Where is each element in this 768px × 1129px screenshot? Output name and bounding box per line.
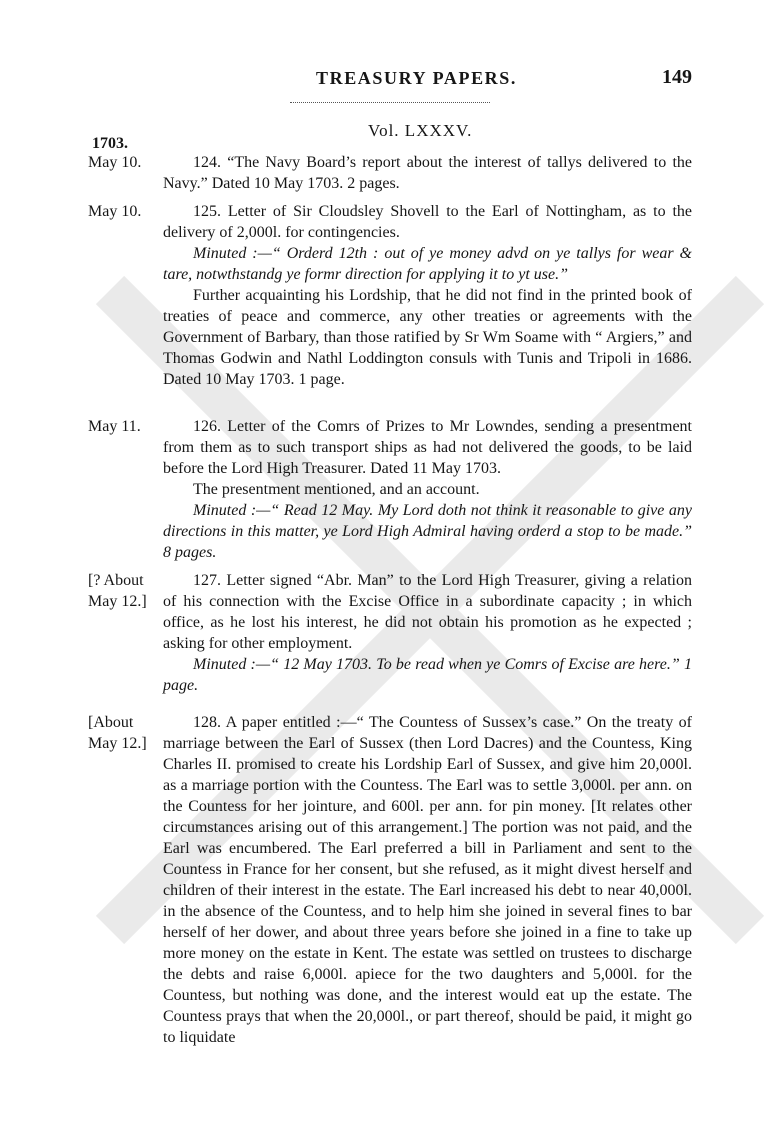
entry-paragraph: 128. A paper entitled :—“ The Countess of Sussex’s case.” On the treaty of marriage between the Earl of Sussex (then Lord Dacres) and the Countess, King Charles II. promised to create his Lordship Earl of Sussex, and give him 20,000l. as a marriage portion with the Countess. The Earl was to settle 3,000l. per ann. on the Countess for her jointure, and 600l. per ann. for pin money. [It relates other circumstances arising out of this arrangement.] The portion was not paid, and the Earl was encumbered. The Earl preferred a bill in Parliament and sent to the Countess in France for her consent, but she refused, as it might divest herself and children of their interest in the estate. The Earl increased his debt to near 40,000l. in the absence of the Countess, and to help him she joined in several fines to bar herself of her dower, and about three years before she joined in a fine to take up more money on the estate in Kent. The estate was settled on trustees to discharge the debts and raise 6,000l. apiece for the two daughters and 5,000l. for the Countess, but nothing was done, and the interest would eat up the estate. The Countess prays that when the 20,000l., or part thereof, should be paid, it might go to liquidate <box>163 714 692 1046</box>
entry-date: May 10. <box>88 203 142 220</box>
entry-paragraph: Further acquainting his Lordship, that he did not find in the printed book of treaties of peace and commerce, any other treaties or agreements with the Government of Barbary, than those ratified by Sr Wm Soame with “ Argiers,” and Thomas Godwin and Nathl Loddington consuls with Tunis and Tripoli in 1686. Dated 10 May 1703. 1 page. <box>163 287 692 388</box>
entry-124 <box>88 152 692 194</box>
running-title: TREASURY PAPERS. <box>316 68 517 88</box>
entry-paragraph: 126. Letter of the Comrs of Prizes to Mr Lowndes, sending a presentment from them as to such transport ships as had not delivered the goods, to be laid before the Lord High Treasurer. Dated 11 May 1703. <box>163 418 692 477</box>
volume-heading: Vol. LXXXV. <box>368 121 473 140</box>
entry-paragraph: The presentment mentioned, and an account. <box>193 481 480 498</box>
entry-body <box>163 712 692 1048</box>
entry-paragraph-minuted: Minuted :—“ 12 May 1703. To be read when ye Comrs of Excise are here.” 1 page. <box>163 656 692 694</box>
entry-date: [? About May 12.] <box>88 572 147 610</box>
entry-paragraph-minuted: Minuted :—“ Orderd 12th : out of ye money advd on ye tallys for wear & tare, notwthstandg ye formr direction for applying it to yt use.” <box>163 245 692 283</box>
entry-125 <box>88 201 692 390</box>
entry-127 <box>88 570 692 696</box>
entry-paragraph: 127. Letter signed “Abr. Man” to the Lord High Treasurer, giving a relation of his connection with the Excise Office in a subordinate capacity ; in which office, as he lost his interest, he did not obtain his promotion as he expected ; asking for other employment. <box>163 572 692 652</box>
entry-date: [About May 12.] <box>88 714 147 752</box>
page-number: 149 <box>662 66 692 88</box>
entry-paragraph-minuted: Minuted :—“ Read 12 May. My Lord doth not think it reasonable to give any directions in this matter, ye Lord High Admiral having orderd a stop to be made.” 8 pages. <box>163 502 692 561</box>
entry-body <box>163 201 692 390</box>
entry-body <box>163 570 692 696</box>
entry-date: May 10. <box>88 154 142 171</box>
entry-paragraph: 124. “The Navy Board’s report about the interest of tallys delivered to the Navy.” Dated 10 May 1703. 2 pages. <box>163 154 692 192</box>
entry-date: May 11. <box>88 418 141 435</box>
entry-paragraph: 125. Letter of Sir Cloudsley Shovell to the Earl of Nottingham, as to the delivery of 2,000l. for contingencies. <box>163 203 692 241</box>
entry-126 <box>88 416 692 563</box>
header-rule <box>290 102 490 103</box>
year-label: 1703. <box>92 135 128 152</box>
entry-128 <box>88 712 692 1048</box>
page-header <box>88 68 692 96</box>
entry-body <box>163 152 692 194</box>
entry-body <box>163 416 692 563</box>
